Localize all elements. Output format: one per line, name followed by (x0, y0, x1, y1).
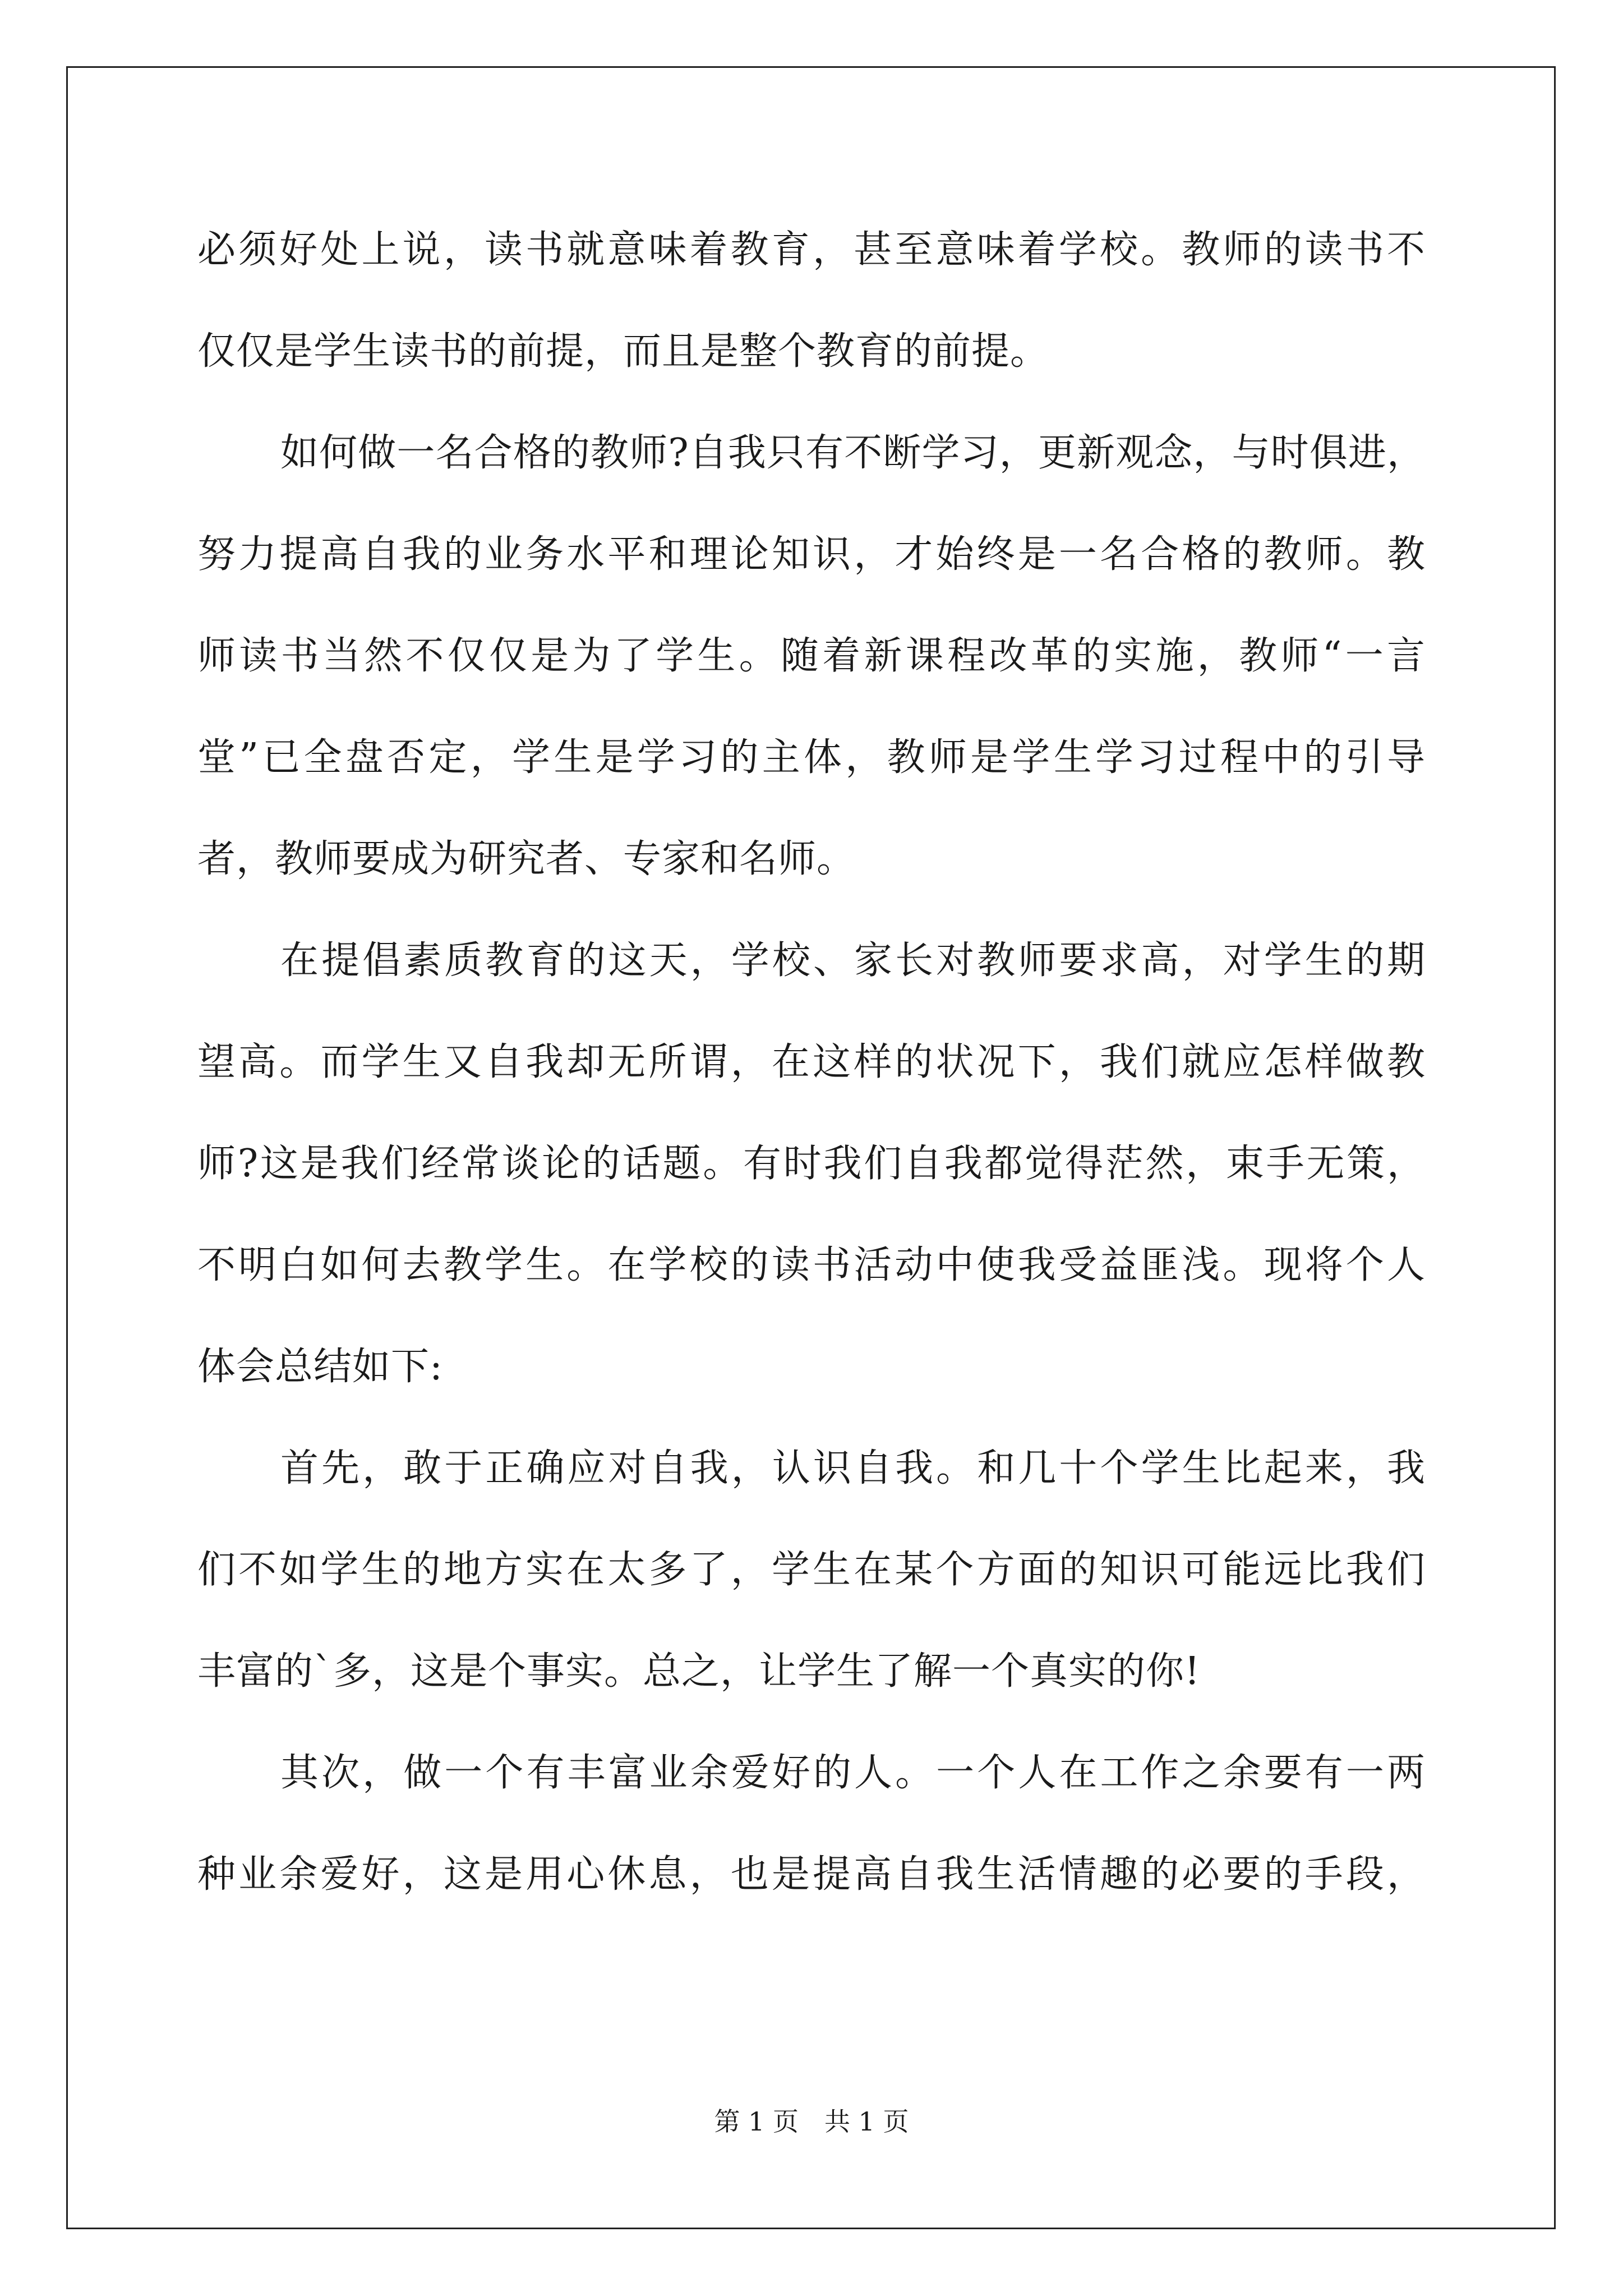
text-line-13: 首先，敢于正确应对自我，认识自我。和几十个学生比起来，我 (280, 1446, 1426, 1490)
text-line-17: 种业余爱好，这是用心休息，也是提高自我生活情趣的必要的手段， (197, 1852, 1426, 1897)
text-line-9: 望高。而学生又自我却无所谓，在这样的状况下，我们就应怎样做教 (197, 1040, 1426, 1084)
text-line-15: 丰富的`多，这是个事实。总之，让学生了解一个真实的你! (197, 1649, 1201, 1694)
document-body (197, 199, 1426, 1925)
text-line-6: 堂”已全盘否定，学生是学习的主体，教师是学生学习过程中的引导 (197, 735, 1426, 780)
text-line-3: 如何做一名合格的教师?自我只有不断学习，更新观念，与时俱进， (280, 431, 1426, 475)
text-line-5: 师读书当然不仅仅是为了学生。随着新课程改革的实施，教师“一言 (197, 634, 1426, 678)
text-line-10: 师?这是我们经常谈论的话题。有时我们自我都觉得茫然，束手无策， (197, 1142, 1426, 1186)
text-line-11: 不明白如何去教学生。在学校的读书活动中使我受益匪浅。现将个人 (197, 1243, 1426, 1287)
text-line-1: 必须好处上说，读书就意味着教育，甚至意味着学校。教师的读书不 (197, 228, 1426, 272)
text-line-16: 其次，做一个有丰富业余爱好的人。一个人在工作之余要有一两 (280, 1751, 1426, 1795)
text-line-7: 者，教师要成为研究者、专家和名师。 (197, 837, 856, 881)
text-line-2: 仅仅是学生读书的前提，而且是整个教育的前提。 (197, 329, 1049, 374)
page-footer: 第 1 页 共 1 页 (714, 2106, 909, 2137)
text-line-4: 努力提高自我的业务水平和理论知识，才始终是一名合格的教师。教 (197, 532, 1426, 577)
text-line-12: 体会总结如下: (197, 1345, 443, 1389)
text-line-14: 们不如学生的地方实在太多了，学生在某个方面的知识可能远比我们 (197, 1548, 1426, 1592)
text-line-8: 在提倡素质教育的这天，学校、家长对教师要求高，对学生的期 (280, 938, 1426, 983)
